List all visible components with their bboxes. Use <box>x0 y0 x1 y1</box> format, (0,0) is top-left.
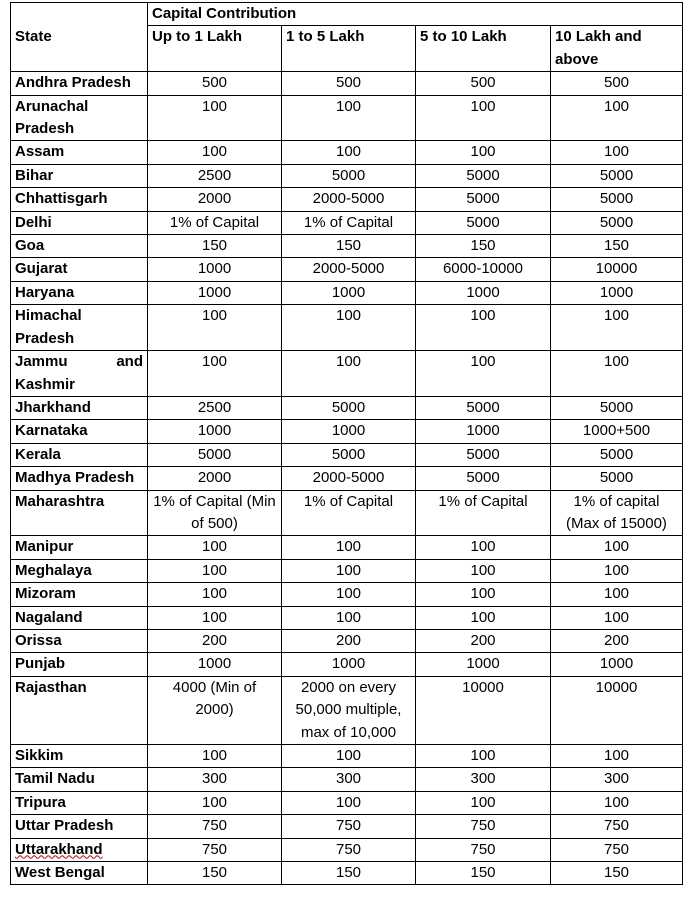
contribution-value-cell: 750 <box>551 815 683 838</box>
contribution-value-cell: 1000 <box>551 281 683 304</box>
state-name-cell <box>11 653 148 676</box>
contribution-value-cell: 100 <box>148 305 282 351</box>
contribution-value-cell: 500 <box>282 72 416 95</box>
contribution-value-cell: 5000 <box>551 396 683 419</box>
contribution-value-cell: 100 <box>416 536 551 559</box>
state-name: Nagaland <box>15 608 83 626</box>
contribution-value-cell: 750 <box>416 815 551 838</box>
table-row <box>11 653 683 676</box>
table-row <box>11 791 683 814</box>
contribution-value-cell: 150 <box>148 235 282 258</box>
state-name-cell <box>11 164 148 187</box>
state-name: Bihar <box>15 166 54 184</box>
contribution-value-cell: 100 <box>551 141 683 164</box>
contribution-value-cell: 100 <box>551 606 683 629</box>
table-row <box>11 164 683 187</box>
table-row <box>11 281 683 304</box>
state-name: Meghalaya <box>15 561 92 579</box>
state-name: Arunachal Pradesh <box>15 97 89 138</box>
contribution-value-cell: 100 <box>282 305 416 351</box>
contribution-value-cell: 5000 <box>148 443 282 466</box>
contribution-value-cell: 5000 <box>282 396 416 419</box>
contribution-value-cell: 100 <box>416 305 551 351</box>
contribution-value-cell: 1% of capital (Max of 15000) <box>551 490 683 536</box>
state-name: Goa <box>15 237 45 255</box>
contribution-value-cell: 6000-10000 <box>416 258 551 281</box>
table-row <box>11 676 683 744</box>
contribution-value-cell: 1% of Capital <box>416 490 551 536</box>
state-name-cell <box>11 396 148 419</box>
state-name: Madhya Pradesh <box>15 469 135 487</box>
state-name-cell <box>11 420 148 443</box>
capital-contribution-header: Capital Contribution <box>148 3 683 26</box>
contribution-value-cell: 100 <box>148 791 282 814</box>
contribution-value-cell: 150 <box>551 862 683 885</box>
contribution-value-cell: 100 <box>282 351 416 397</box>
contribution-value-cell: 5000 <box>282 164 416 187</box>
state-name-cell <box>11 606 148 629</box>
table-row <box>11 583 683 606</box>
contribution-value-cell: 100 <box>416 606 551 629</box>
contribution-value-cell: 500 <box>148 72 282 95</box>
state-name-cell <box>11 745 148 768</box>
contribution-value-cell: 200 <box>282 629 416 652</box>
state-name-cell <box>11 629 148 652</box>
contribution-value-cell: 100 <box>148 745 282 768</box>
state-name: Mizoram <box>15 585 76 603</box>
table-row <box>11 95 683 141</box>
contribution-value-cell: 500 <box>551 72 683 95</box>
table-row <box>11 211 683 234</box>
contribution-value-cell: 2000-5000 <box>282 258 416 281</box>
state-name-cell <box>11 467 148 490</box>
state-name: Chhattisgarh <box>15 190 108 208</box>
contribution-value-cell: 300 <box>282 768 416 791</box>
contribution-value-cell: 100 <box>416 95 551 141</box>
contribution-value-cell: 1000 <box>148 281 282 304</box>
contribution-value-cell: 100 <box>282 559 416 582</box>
state-name: Andhra Pradesh <box>15 74 131 92</box>
state-name: Orissa <box>15 631 62 649</box>
contribution-value-cell: 150 <box>551 235 683 258</box>
contribution-value-cell: 10000 <box>416 676 551 744</box>
contribution-value-cell: 200 <box>148 629 282 652</box>
table-row <box>11 862 683 885</box>
state-name-cell <box>11 583 148 606</box>
table-row <box>11 606 683 629</box>
contribution-value-cell: 1000 <box>282 653 416 676</box>
table-row <box>11 396 683 419</box>
contribution-value-cell: 100 <box>282 95 416 141</box>
contribution-value-cell: 750 <box>148 815 282 838</box>
contribution-value-cell: 100 <box>148 606 282 629</box>
contribution-value-cell: 1000 <box>282 420 416 443</box>
table-row <box>11 351 683 397</box>
contribution-value-cell: 100 <box>416 141 551 164</box>
state-name: Jammu and Kashmir <box>15 353 143 393</box>
state-name-cell <box>11 559 148 582</box>
state-name: Tripura <box>15 793 66 811</box>
contribution-value-cell: 10000 <box>551 676 683 744</box>
state-name-cell <box>11 188 148 211</box>
contribution-value-cell: 2000-5000 <box>282 467 416 490</box>
contribution-value-cell: 5000 <box>416 164 551 187</box>
contribution-value-cell: 100 <box>551 583 683 606</box>
contribution-value-cell: 5000 <box>416 211 551 234</box>
state-name-cell <box>11 72 148 95</box>
contribution-value-cell: 1% of Capital <box>282 211 416 234</box>
contribution-value-cell: 100 <box>416 791 551 814</box>
contribution-value-cell: 1000 <box>416 281 551 304</box>
contribution-value-cell: 300 <box>551 768 683 791</box>
state-name-cell <box>11 351 148 397</box>
state-name-cell <box>11 536 148 559</box>
contribution-value-cell: 750 <box>416 838 551 861</box>
state-name: Kerala <box>15 445 61 463</box>
state-name: Uttarakhand <box>15 840 103 858</box>
capital-contribution-table <box>10 2 683 885</box>
state-name-cell <box>11 211 148 234</box>
table-row <box>11 490 683 536</box>
contribution-value-cell: 1000 <box>148 420 282 443</box>
column-header-10-lakh-and-above: 10 Lakh and above <box>551 26 683 72</box>
contribution-value-cell: 150 <box>416 235 551 258</box>
table-row <box>11 443 683 466</box>
state-name-cell <box>11 281 148 304</box>
contribution-value-cell: 100 <box>282 583 416 606</box>
contribution-value-cell: 10000 <box>551 258 683 281</box>
contribution-value-cell: 5000 <box>416 443 551 466</box>
header-row-group <box>11 3 683 26</box>
contribution-value-cell: 200 <box>416 629 551 652</box>
state-name: Himachal Pradesh <box>15 307 82 347</box>
table-row <box>11 745 683 768</box>
contribution-value-cell: 100 <box>551 305 683 351</box>
contribution-value-cell: 2000-5000 <box>282 188 416 211</box>
contribution-value-cell: 100 <box>416 559 551 582</box>
state-name: Punjab <box>15 655 66 673</box>
contribution-value-cell: 750 <box>282 815 416 838</box>
contribution-value-cell: 100 <box>551 95 683 141</box>
contribution-value-cell: 2000 on every 50,000 multiple, max of 10,000 <box>282 676 416 744</box>
contribution-value-cell: 1000 <box>551 653 683 676</box>
table-row <box>11 420 683 443</box>
table-row <box>11 559 683 582</box>
state-name-cell <box>11 141 148 164</box>
table-row <box>11 235 683 258</box>
table-row <box>11 629 683 652</box>
contribution-value-cell: 5000 <box>551 188 683 211</box>
column-header-1-to-5-lakh: 1 to 5 Lakh <box>282 26 416 72</box>
contribution-value-cell: 750 <box>148 838 282 861</box>
state-name-cell <box>11 862 148 885</box>
contribution-value-cell: 500 <box>416 72 551 95</box>
contribution-value-cell: 2000 <box>148 467 282 490</box>
contribution-value-cell: 100 <box>148 559 282 582</box>
table-row <box>11 141 683 164</box>
state-name: West Bengal <box>15 864 105 882</box>
table-row <box>11 815 683 838</box>
contribution-value-cell: 300 <box>148 768 282 791</box>
state-name: Karnataka <box>15 422 88 440</box>
contribution-value-cell: 100 <box>148 95 282 141</box>
table-row <box>11 838 683 861</box>
contribution-value-cell: 100 <box>148 536 282 559</box>
contribution-value-cell: 100 <box>148 351 282 397</box>
contribution-value-cell: 4000 (Min of 2000) <box>148 676 282 744</box>
state-name: Uttar Pradesh <box>15 817 114 835</box>
table-row <box>11 188 683 211</box>
table-row <box>11 305 683 351</box>
table-row <box>11 72 683 95</box>
contribution-value-cell: 1000 <box>148 258 282 281</box>
state-name: Sikkim <box>15 747 64 764</box>
state-name: Delhi <box>15 213 52 231</box>
state-name: Assam <box>15 143 65 161</box>
contribution-value-cell: 300 <box>416 768 551 791</box>
contribution-value-cell: 5000 <box>416 396 551 419</box>
contribution-value-cell: 5000 <box>551 443 683 466</box>
contribution-value-cell: 2500 <box>148 396 282 419</box>
contribution-value-cell: 100 <box>282 606 416 629</box>
state-name: Tamil Nadu <box>15 770 95 788</box>
contribution-value-cell: 1000 <box>416 653 551 676</box>
state-name-cell <box>11 791 148 814</box>
contribution-value-cell: 100 <box>282 791 416 814</box>
contribution-value-cell: 100 <box>282 745 416 768</box>
contribution-value-cell: 1% of Capital (Min of 500) <box>148 490 282 536</box>
contribution-value-cell: 1% of Capital <box>282 490 416 536</box>
state-name-cell <box>11 95 148 141</box>
state-name-cell <box>11 768 148 791</box>
state-name: Haryana <box>15 283 75 301</box>
contribution-value-cell: 1% of Capital <box>148 211 282 234</box>
contribution-value-cell: 1000 <box>282 281 416 304</box>
contribution-value-cell: 100 <box>551 536 683 559</box>
contribution-value-cell: 200 <box>551 629 683 652</box>
contribution-value-cell: 100 <box>551 745 683 768</box>
table-row <box>11 467 683 490</box>
contribution-value-cell: 5000 <box>551 164 683 187</box>
contribution-value-cell: 1000 <box>148 653 282 676</box>
state-name: Maharashtra <box>15 492 105 510</box>
contribution-value-cell: 150 <box>148 862 282 885</box>
contribution-value-cell: 100 <box>148 141 282 164</box>
contribution-value-cell: 5000 <box>551 211 683 234</box>
contribution-value-cell: 100 <box>416 351 551 397</box>
state-name: Gujarat <box>15 260 68 278</box>
table-row <box>11 768 683 791</box>
state-name-cell <box>11 815 148 838</box>
state-name: Rajasthan <box>15 678 87 696</box>
contribution-value-cell: 750 <box>551 838 683 861</box>
contribution-value-cell: 100 <box>416 583 551 606</box>
table-body <box>11 72 683 885</box>
contribution-value-cell: 5000 <box>551 467 683 490</box>
contribution-value-cell: 1000 <box>416 420 551 443</box>
state-name-cell <box>11 235 148 258</box>
contribution-value-cell: 750 <box>282 838 416 861</box>
state-column-header: State <box>11 3 148 72</box>
state-name: Jharkhand <box>15 398 91 416</box>
contribution-value-cell: 1000+500 <box>551 420 683 443</box>
contribution-value-cell: 100 <box>551 351 683 397</box>
state-name-cell <box>11 443 148 466</box>
state-name-cell <box>11 305 148 351</box>
contribution-value-cell: 100 <box>282 141 416 164</box>
column-header-5-to-10-lakh: 5 to 10 Lakh <box>416 26 551 72</box>
contribution-value-cell: 100 <box>148 583 282 606</box>
contribution-value-cell: 100 <box>551 791 683 814</box>
state-name: Manipur <box>15 538 74 556</box>
state-name-cell <box>11 490 148 536</box>
contribution-value-cell: 100 <box>551 559 683 582</box>
contribution-value-cell: 5000 <box>416 188 551 211</box>
contribution-value-cell: 100 <box>282 536 416 559</box>
column-header-up-to-1-lakh: Up to 1 Lakh <box>148 26 282 72</box>
table-row <box>11 258 683 281</box>
contribution-value-cell: 2000 <box>148 188 282 211</box>
state-name-cell <box>11 676 148 744</box>
contribution-value-cell: 2500 <box>148 164 282 187</box>
contribution-value-cell: 5000 <box>416 467 551 490</box>
contribution-value-cell: 150 <box>416 862 551 885</box>
contribution-value-cell: 150 <box>282 235 416 258</box>
state-name-cell <box>11 258 148 281</box>
state-name-cell <box>11 838 148 861</box>
contribution-value-cell: 5000 <box>282 443 416 466</box>
contribution-value-cell: 100 <box>416 745 551 768</box>
table-row <box>11 536 683 559</box>
contribution-value-cell: 150 <box>282 862 416 885</box>
